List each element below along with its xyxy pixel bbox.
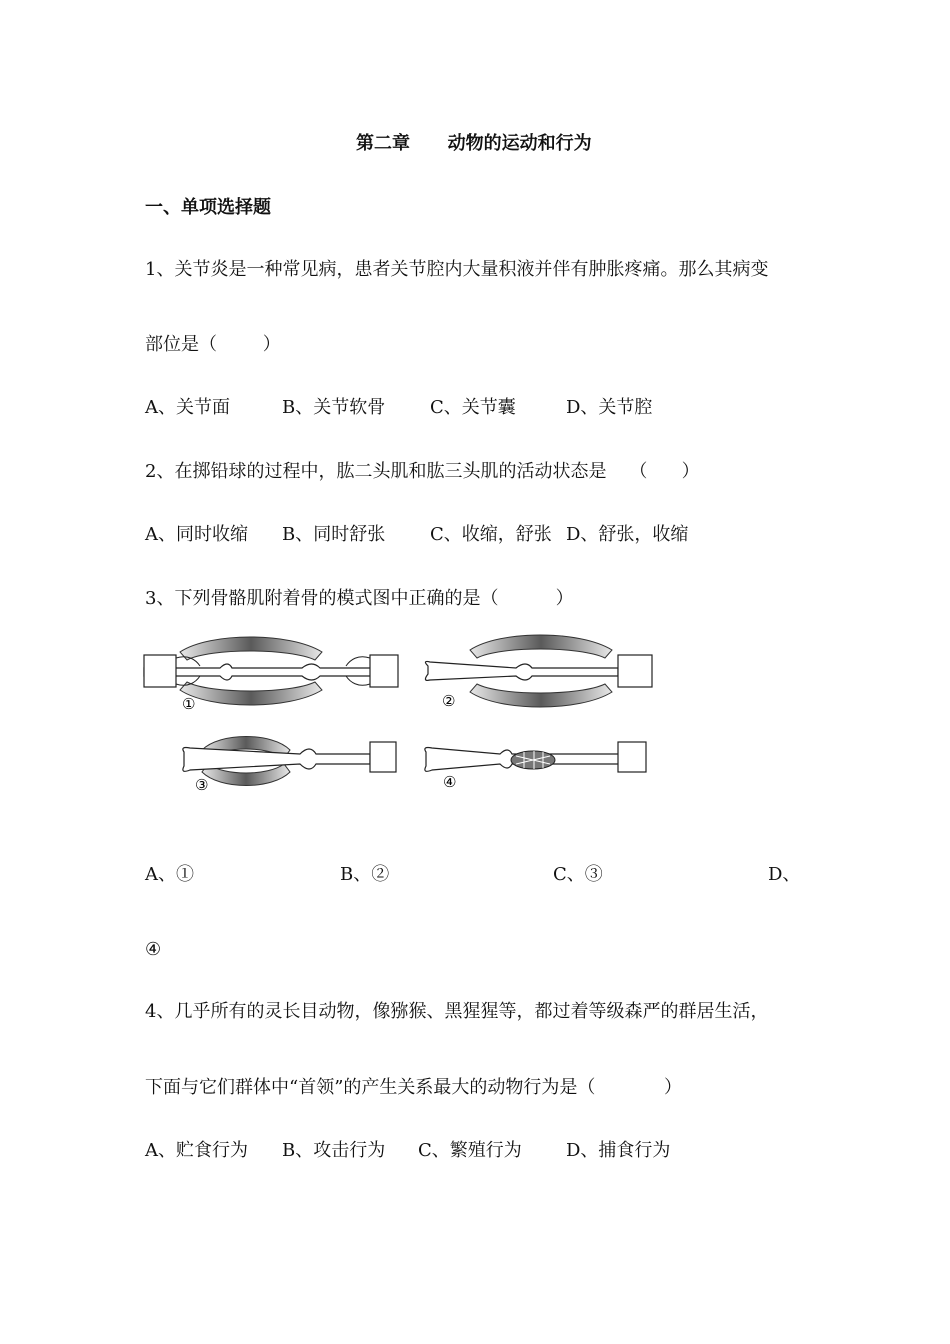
question-1-text-cont: 部位是（ ） — [145, 334, 281, 355]
diagram-3-label: ③ — [195, 776, 209, 794]
question-3-option-d-value: ④ — [145, 939, 162, 960]
section-heading: 一、单项选择题 — [145, 197, 271, 218]
diagram-4 — [425, 742, 646, 791]
question-3-option-a: A、① — [145, 864, 194, 885]
question-2-option-a: A、同时收缩 — [145, 524, 248, 545]
diagram-2 — [425, 635, 652, 710]
question-4-text-cont: 下面与它们群体中“首领”的产生关系最大的动物行为是（ ） — [145, 1077, 683, 1098]
question-1-option-b: B、关节软骨 — [282, 397, 386, 418]
question-1-option-c: C、关节囊 — [430, 397, 516, 418]
question-4-text: 4、几乎所有的灵长目动物，像猕猴、黑猩猩等，都过着等级森严的群居生活， — [145, 1001, 769, 1022]
question-1-option-a: A、关节面 — [145, 397, 230, 418]
question-3-text: 3、下列骨骼肌附着骨的模式图中正确的是（ ） — [145, 588, 574, 609]
diagram-3 — [183, 737, 396, 795]
diagram-1 — [144, 637, 398, 713]
question-2-option-b: B、同时舒张 — [282, 524, 386, 545]
question-3-option-b: B、② — [340, 864, 390, 885]
question-4-option-c: C、繁殖行为 — [418, 1140, 522, 1161]
diagram-2-label: ② — [442, 692, 456, 710]
question-1-option-d: D、关节腔 — [566, 397, 653, 418]
question-4-option-d: D、捕食行为 — [566, 1140, 671, 1161]
question-3-option-c: C、③ — [553, 864, 603, 885]
question-2-option-d: D、舒张，收缩 — [566, 524, 689, 545]
question-3-option-d: D、 — [768, 864, 801, 885]
question-2-option-c: C、收缩，舒张 — [430, 524, 552, 545]
diagram-4-label: ④ — [443, 773, 457, 791]
question-1-text: 1、关节炎是一种常见病，患者关节腔内大量积液并伴有肿胀疼痛。那么其病变 — [145, 259, 769, 280]
chapter-title: 第二章 动物的运动和行为 — [356, 133, 592, 154]
muscle-attachment-figure — [140, 630, 660, 810]
question-4-option-a: A、贮食行为 — [145, 1140, 248, 1161]
question-4-option-b: B、攻击行为 — [282, 1140, 386, 1161]
diagram-1-label: ① — [182, 695, 196, 713]
question-2-text: 2、在掷铅球的过程中，肱二头肌和肱三头肌的活动状态是 （ ） — [145, 461, 700, 482]
